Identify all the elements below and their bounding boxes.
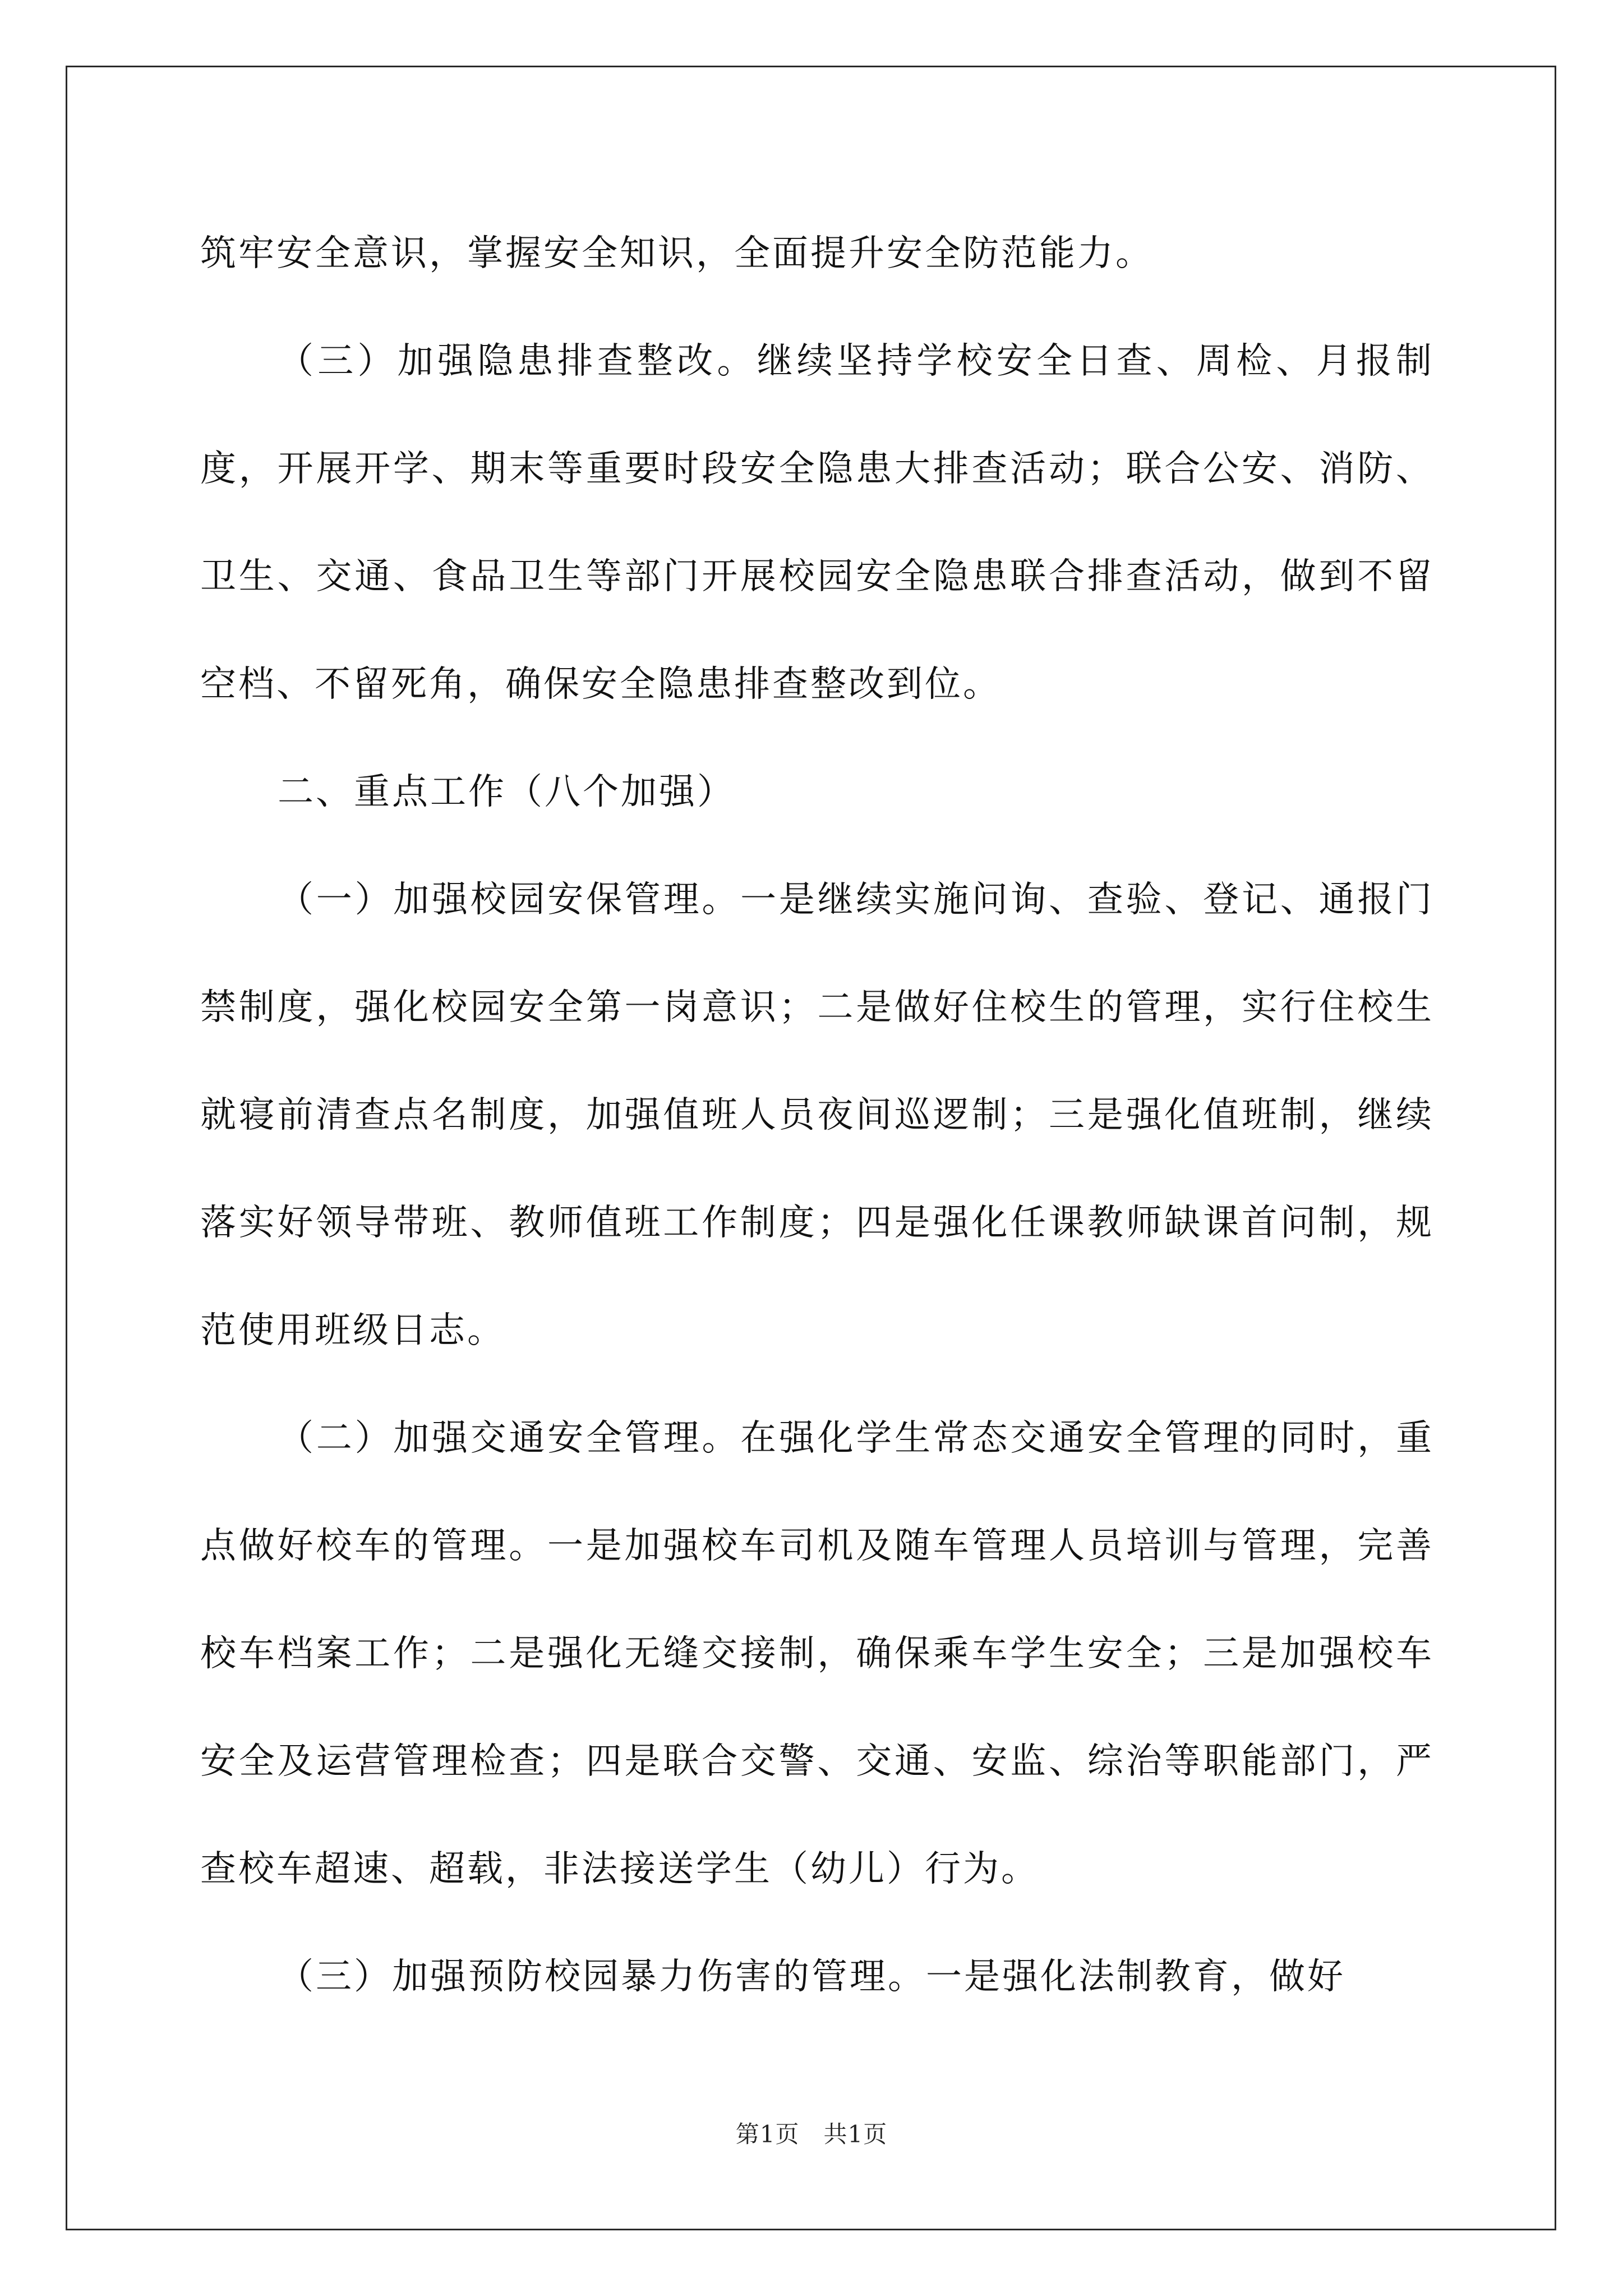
paragraph-4: （一）加强校园安保管理。一是继续实施问询、查验、登记、通报门禁制度，强化校园安全第一岗意识；二是做好住校生的管理，实行住校生就寝前清查点名制度，加强值班人员夜间巡逻制；三是强化值班制，继续落实好领导带班、教师值班工作制度；四是强化任课教师缺课首问制，规范使用班级日志。 [200, 879, 1434, 1351]
paragraph-6: （三）加强预防校园暴力伤害的管理。一是强化法制教育，做好 [278, 1956, 1345, 1998]
paragraph-5: （二）加强交通安全管理。在强化学生常态交通安全管理的同时，重点做好校车的管理。一是加强校车司机及随车管理人员培训与管理，完善校车档案工作；二是强化无缝交接制，确保乘车学生安全；三是加强校车安全及运营管理检查；四是联合交警、交通、安监、综治等职能部门，严查校车超速、超载，非法接送学生（幼儿）行为。 [200, 1418, 1434, 1890]
section-heading: 二、重点工作（八个加强） [278, 771, 735, 813]
page-number-footer: 第1页 共1页 [735, 2120, 888, 2148]
document-body [200, 200, 1434, 2031]
paragraph-1: 筑牢安全意识，掌握安全知识，全面提升安全防范能力。 [200, 233, 1154, 274]
paragraph-2: （三）加强隐患排查整改。继续坚持学校安全日查、周检、月报制度，开展开学、期末等重要时段安全隐患大排查活动；联合公安、消防、卫生、交通、食品卫生等部门开展校园安全隐患联合排查活动，做到不留空档、不留死角，确保安全隐患排查整改到位。 [200, 341, 1434, 705]
